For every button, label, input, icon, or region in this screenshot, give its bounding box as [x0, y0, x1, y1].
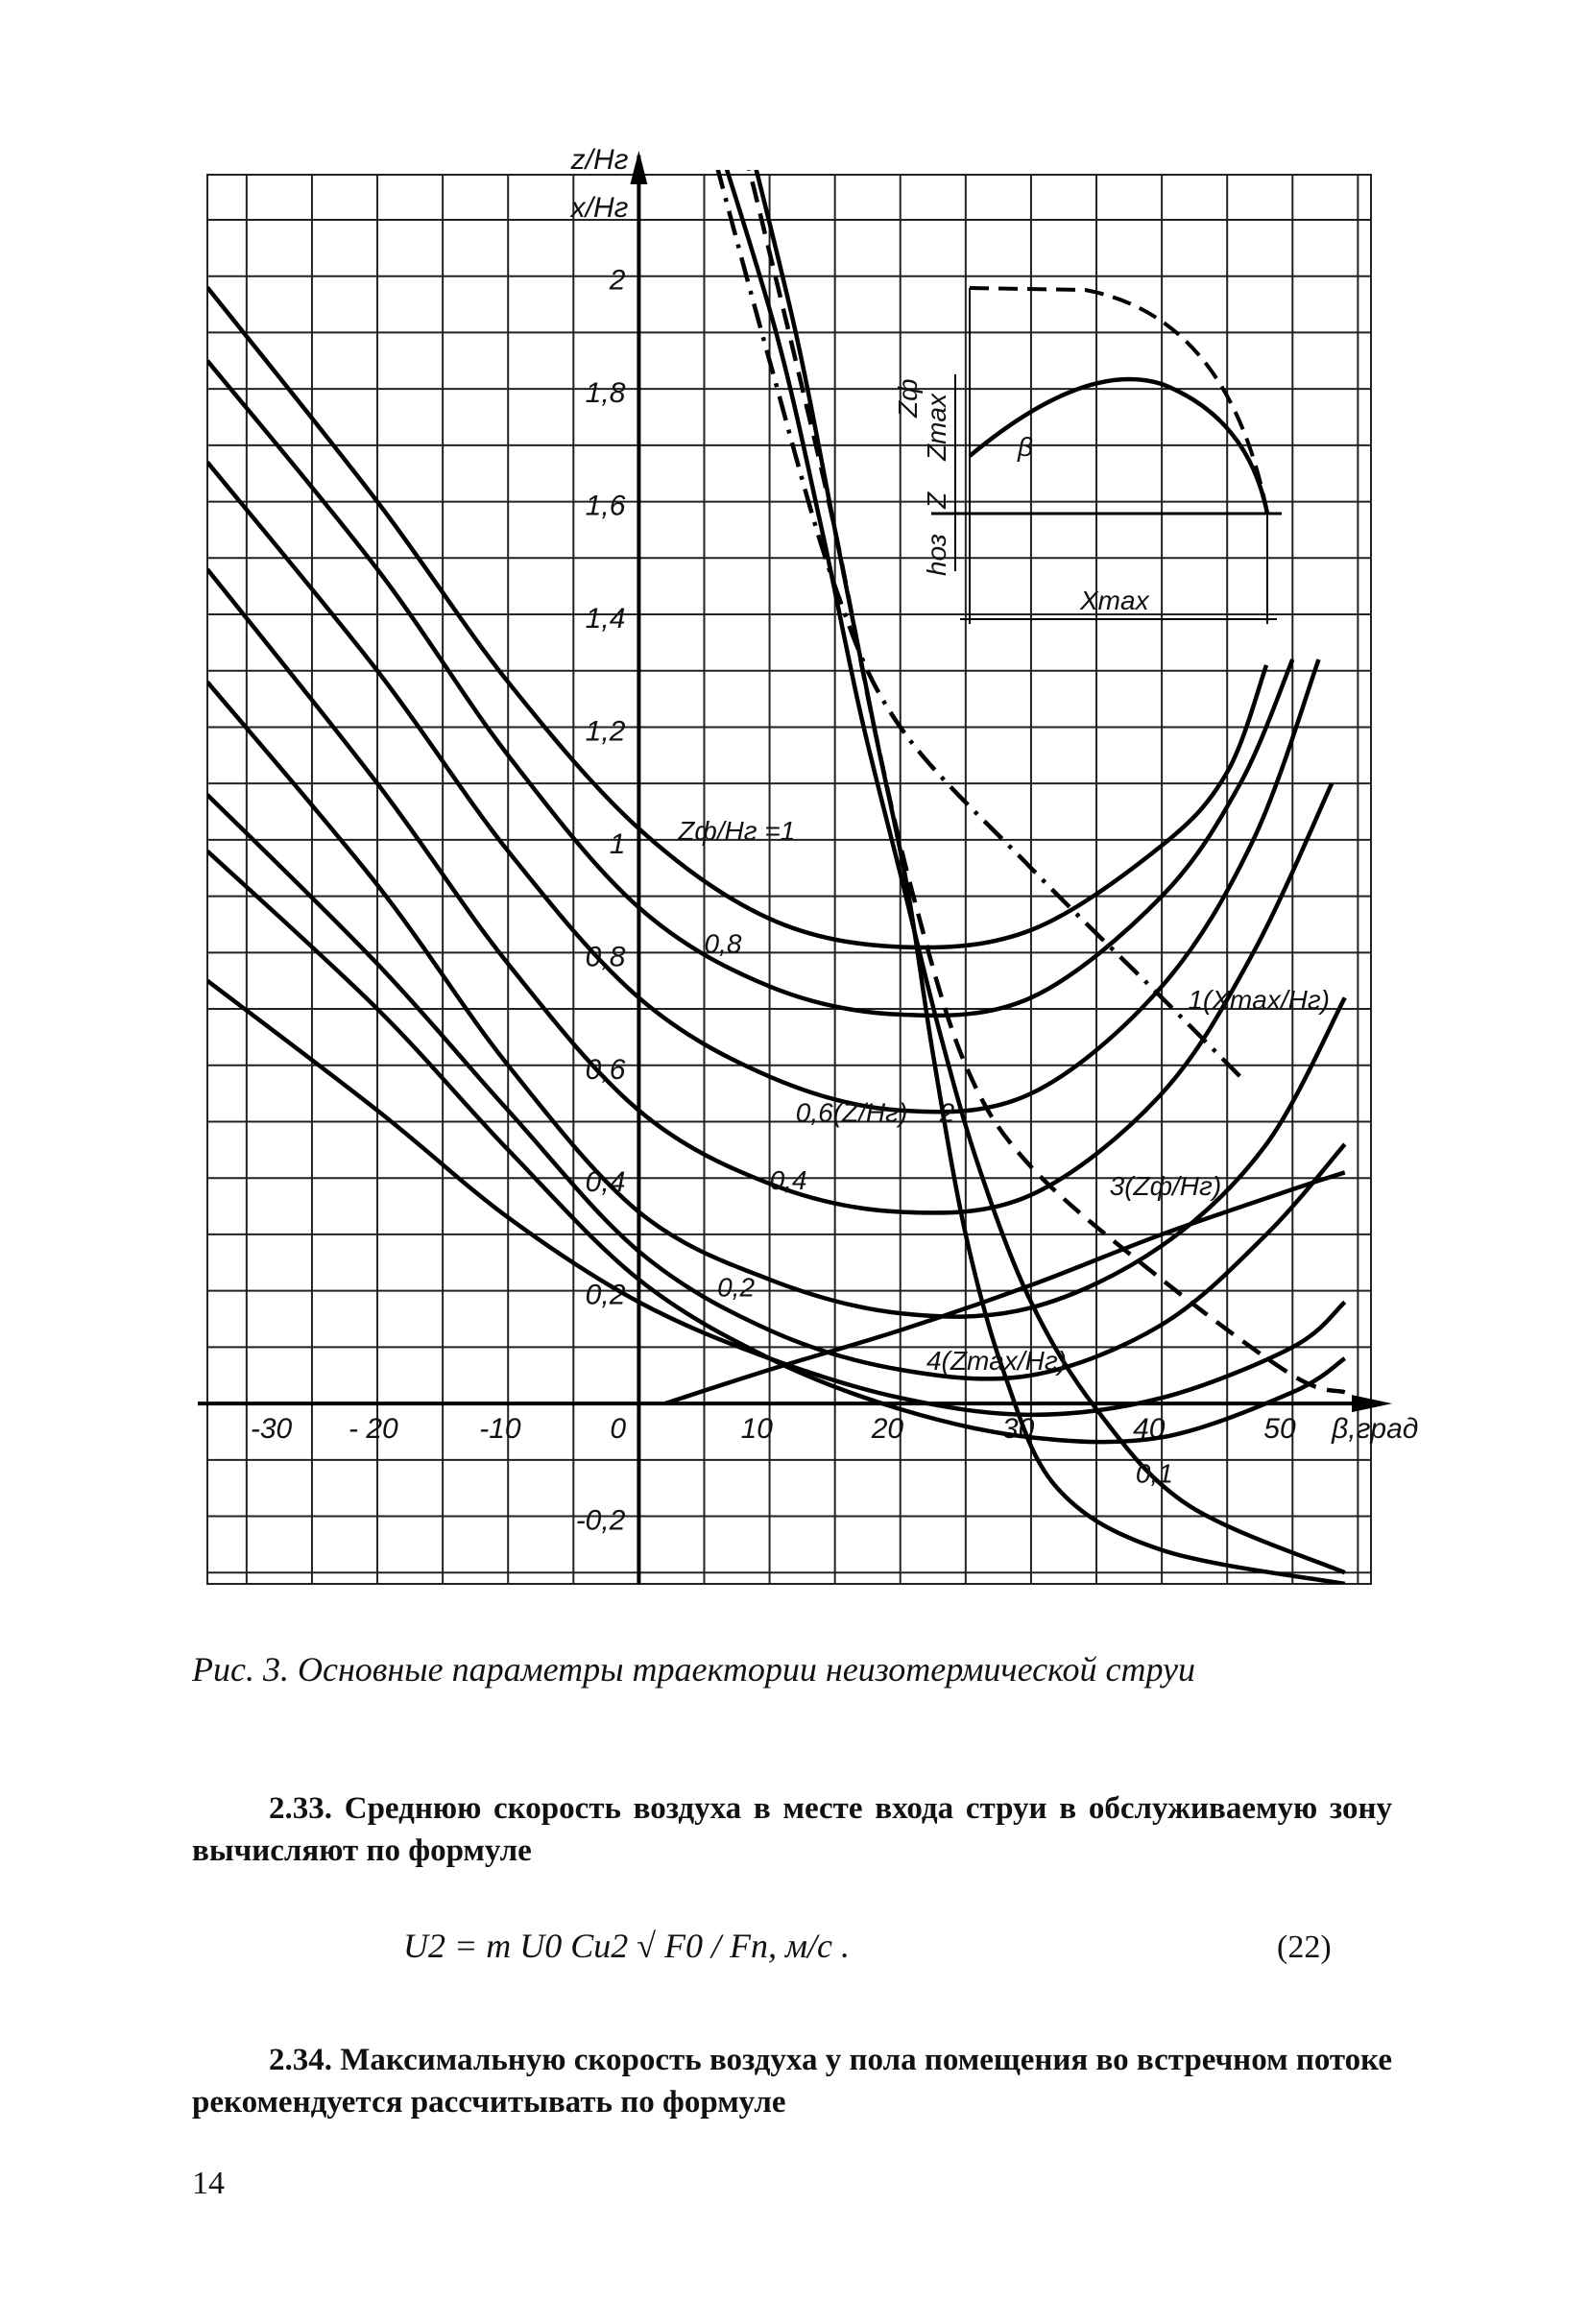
x-tick-label: 50 — [1263, 1413, 1296, 1446]
page-number: 14 — [192, 2166, 225, 2201]
y-tick-label: 0,2 — [585, 1279, 626, 1311]
curve-label: 0,1 — [1135, 1458, 1173, 1489]
x-tick-label: 10 — [740, 1413, 773, 1446]
series-line — [207, 287, 1266, 947]
y-tick-label: 0,4 — [585, 1166, 626, 1199]
y-tick-label: 1,2 — [585, 715, 626, 748]
x-tick-label: 20 — [871, 1413, 904, 1446]
inset-zf-label: Zф — [893, 378, 923, 418]
y-tick-label: 1,4 — [585, 603, 626, 635]
curve-label: 4(Zmax/Hг) — [926, 1345, 1068, 1376]
y-tick-label: 2 — [609, 264, 626, 297]
y-tick-label: 1,8 — [585, 377, 626, 410]
curve-label: 0,4 — [769, 1164, 807, 1195]
figure-caption: Рис. 3. Основные параметры траектории неизотермической струи — [192, 1650, 1196, 1689]
inset-solid-trajectory — [970, 379, 1267, 514]
curve-label: 1(Xmax/Hг) — [1188, 985, 1330, 1016]
paragraph-2-33 — [192, 1787, 1392, 1872]
inset-xmax-label: Xmax — [1080, 586, 1149, 615]
curve-label: 2 — [939, 1097, 955, 1128]
series-line — [207, 361, 1292, 1016]
y-tick-label: 1,6 — [585, 490, 626, 522]
paragraph-number: 2.33. — [269, 1791, 332, 1826]
paragraph-text: Максимальную скорость воздуха у пола помещения во встречном потоке рекомендуется рассчитывать по формуле — [192, 2043, 1393, 2120]
y-axis-arrow — [630, 151, 647, 184]
chart-axes — [198, 144, 1418, 1584]
x-tick-label: -10 — [479, 1413, 521, 1446]
formula-number: (22) — [1277, 1929, 1332, 1965]
y-tick-label: 1 — [609, 827, 626, 860]
y-tick-label: -0,2 — [575, 1504, 626, 1537]
inset-diagram — [893, 288, 1282, 624]
inset-z-label: Z — [922, 491, 951, 509]
curve-label: Zф/Hг =1 — [678, 815, 796, 846]
paragraph-2-34 — [192, 2039, 1392, 2123]
x-tick-label: 0 — [610, 1413, 627, 1446]
y-axis-label-bottom: x/Hг — [570, 192, 629, 224]
series-line — [704, 118, 1239, 1076]
curve-label: 0,2 — [717, 1272, 756, 1303]
x-tick-label: -30 — [250, 1413, 293, 1446]
inset-dashed-trajectory — [970, 288, 1267, 514]
y-tick-label: 0,8 — [585, 941, 626, 973]
x-tick-label: - 20 — [349, 1413, 398, 1446]
curve-label: 0,8 — [704, 928, 742, 959]
inset-zmax-label: Zmax — [922, 394, 951, 461]
x-tick-label: 40 — [1133, 1413, 1166, 1446]
x-tick-label: 30 — [1001, 1413, 1035, 1446]
y-tick-label: 0,6 — [585, 1053, 626, 1086]
y-axis-label-top: z/Hг — [570, 144, 629, 176]
curve-label: 3(Zф/Hг) — [1109, 1170, 1222, 1201]
paragraph-text: Среднюю скорость воздуха в месте входа струи в обслуживаемую зону вычисляют по формуле — [192, 1791, 1393, 1868]
chart-labels — [677, 816, 1330, 1488]
series-line — [207, 462, 1319, 1112]
inset-beta-label: β — [1018, 432, 1033, 462]
curve-label: 0,6(Z/Hг) — [795, 1097, 908, 1128]
x-axis-label: β,град — [1332, 1413, 1419, 1446]
inset-hoz-label: hоз — [922, 534, 951, 576]
paragraph-number: 2.34. — [269, 2043, 332, 2077]
formula-22: U2 = m U0 Cu2 √ F0 / Fп, м/с . — [403, 1927, 850, 1965]
